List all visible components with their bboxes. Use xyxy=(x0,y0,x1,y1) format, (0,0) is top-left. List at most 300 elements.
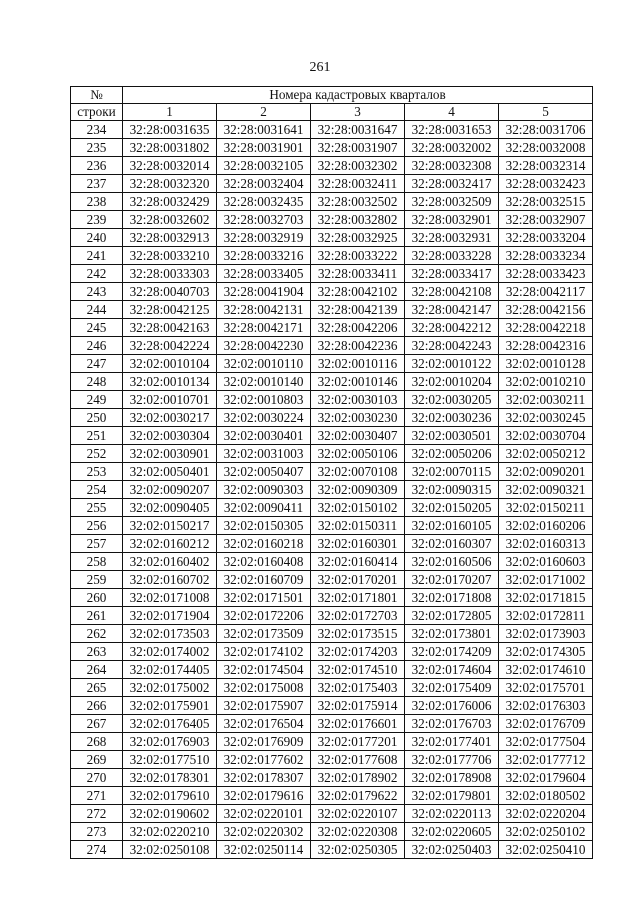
cadastral-number-cell: 32:02:0070108 xyxy=(311,463,405,481)
header-row-top xyxy=(71,87,593,104)
cadastral-number-cell: 32:02:0050401 xyxy=(123,463,217,481)
row-number-cell: 252 xyxy=(71,445,123,463)
cadastral-number-cell: 32:28:0033303 xyxy=(123,265,217,283)
cadastral-number-cell: 32:02:0090405 xyxy=(123,499,217,517)
table-row xyxy=(71,445,593,463)
cadastral-number-cell: 32:28:0032925 xyxy=(311,229,405,247)
row-number-cell: 260 xyxy=(71,589,123,607)
cadastral-number-cell: 32:02:0175907 xyxy=(217,697,311,715)
row-number-cell: 239 xyxy=(71,211,123,229)
cadastral-number-cell: 32:28:0042230 xyxy=(217,337,311,355)
cadastral-number-cell: 32:02:0220113 xyxy=(405,805,499,823)
table-row xyxy=(71,607,593,625)
row-number-cell: 256 xyxy=(71,517,123,535)
cadastral-number-cell: 32:02:0090201 xyxy=(499,463,593,481)
table-body xyxy=(71,121,593,859)
row-number-cell: 268 xyxy=(71,733,123,751)
cadastral-number-cell: 32:02:0010110 xyxy=(217,355,311,373)
row-number-cell: 241 xyxy=(71,247,123,265)
cadastral-number-cell: 32:02:0177712 xyxy=(499,751,593,769)
cadastral-number-cell: 32:02:0171815 xyxy=(499,589,593,607)
cadastral-number-cell: 32:02:0010803 xyxy=(217,391,311,409)
cadastral-number-cell: 32:02:0175403 xyxy=(311,679,405,697)
cadastral-number-cell: 32:28:0032502 xyxy=(311,193,405,211)
cadastral-number-cell: 32:02:0173903 xyxy=(499,625,593,643)
header-row-bottom xyxy=(71,104,593,121)
cadastral-number-cell: 32:02:0030230 xyxy=(311,409,405,427)
table-row xyxy=(71,517,593,535)
row-number-cell: 253 xyxy=(71,463,123,481)
cadastral-number-cell: 32:02:0160702 xyxy=(123,571,217,589)
cadastral-number-cell: 32:02:0177608 xyxy=(311,751,405,769)
cadastral-number-cell: 32:02:0175901 xyxy=(123,697,217,715)
table-row xyxy=(71,661,593,679)
table-row xyxy=(71,319,593,337)
cadastral-number-cell: 32:02:0250114 xyxy=(217,841,311,859)
cadastral-number-cell: 32:02:0176909 xyxy=(217,733,311,751)
row-number-cell: 269 xyxy=(71,751,123,769)
cadastral-number-cell: 32:02:0190602 xyxy=(123,805,217,823)
row-number-cell: 274 xyxy=(71,841,123,859)
cadastral-number-cell: 32:02:0174305 xyxy=(499,643,593,661)
cadastral-number-cell: 32:02:0176709 xyxy=(499,715,593,733)
table-row xyxy=(71,805,593,823)
cadastral-number-cell: 32:02:0179801 xyxy=(405,787,499,805)
cadastral-number-cell: 32:28:0042243 xyxy=(405,337,499,355)
cadastral-number-cell: 32:28:0042171 xyxy=(217,319,311,337)
cadastral-number-cell: 32:02:0179610 xyxy=(123,787,217,805)
cadastral-number-cell: 32:02:0160603 xyxy=(499,553,593,571)
cadastral-number-cell: 32:02:0150311 xyxy=(311,517,405,535)
row-number-cell: 242 xyxy=(71,265,123,283)
cadastral-number-cell: 32:28:0032703 xyxy=(217,211,311,229)
row-number-cell: 264 xyxy=(71,661,123,679)
cadastral-number-cell: 32:02:0177602 xyxy=(217,751,311,769)
row-number-cell: 265 xyxy=(71,679,123,697)
cadastral-number-cell: 32:02:0220605 xyxy=(405,823,499,841)
cadastral-number-cell: 32:28:0042125 xyxy=(123,301,217,319)
cadastral-number-cell: 32:02:0176601 xyxy=(311,715,405,733)
cadastral-number-cell: 32:28:0032919 xyxy=(217,229,311,247)
cadastral-number-cell: 32:28:0042139 xyxy=(311,301,405,319)
cadastral-number-cell: 32:28:0031635 xyxy=(123,121,217,139)
cadastral-number-cell: 32:02:0171008 xyxy=(123,589,217,607)
cadastral-number-cell: 32:28:0042212 xyxy=(405,319,499,337)
cadastral-number-cell: 32:02:0250410 xyxy=(499,841,593,859)
cadastral-number-cell: 32:28:0042163 xyxy=(123,319,217,337)
row-number-cell: 251 xyxy=(71,427,123,445)
cadastral-number-cell: 32:28:0032417 xyxy=(405,175,499,193)
cadastral-number-cell: 32:28:0032429 xyxy=(123,193,217,211)
cadastral-number-cell: 32:02:0174510 xyxy=(311,661,405,679)
row-number-cell: 244 xyxy=(71,301,123,319)
cadastral-number-cell: 32:02:0171801 xyxy=(311,589,405,607)
cadastral-number-cell: 32:02:0174102 xyxy=(217,643,311,661)
cadastral-number-cell: 32:02:0070115 xyxy=(405,463,499,481)
row-number-cell: 259 xyxy=(71,571,123,589)
cadastral-number-cell: 32:02:0010134 xyxy=(123,373,217,391)
cadastral-number-cell: 32:02:0250403 xyxy=(405,841,499,859)
cadastral-number-cell: 32:02:0220210 xyxy=(123,823,217,841)
table-row xyxy=(71,751,593,769)
cadastral-number-cell: 32:02:0180502 xyxy=(499,787,593,805)
cadastral-number-cell: 32:02:0050407 xyxy=(217,463,311,481)
cadastral-number-cell: 32:28:0040703 xyxy=(123,283,217,301)
cadastral-number-cell: 32:28:0042108 xyxy=(405,283,499,301)
table-row xyxy=(71,373,593,391)
cadastral-number-cell: 32:02:0150211 xyxy=(499,499,593,517)
cadastral-number-cell: 32:02:0179622 xyxy=(311,787,405,805)
cadastral-number-cell: 32:28:0033423 xyxy=(499,265,593,283)
cadastral-number-cell: 32:02:0174504 xyxy=(217,661,311,679)
cadastral-number-cell: 32:02:0010104 xyxy=(123,355,217,373)
table-row xyxy=(71,625,593,643)
cadastral-number-cell: 32:02:0010701 xyxy=(123,391,217,409)
cadastral-number-cell: 32:02:0173503 xyxy=(123,625,217,643)
cadastral-number-cell: 32:02:0150217 xyxy=(123,517,217,535)
cadastral-number-cell: 32:02:0090411 xyxy=(217,499,311,517)
cadastral-number-cell: 32:02:0177706 xyxy=(405,751,499,769)
cadastral-number-cell: 32:02:0174405 xyxy=(123,661,217,679)
cadastral-number-cell: 32:02:0176504 xyxy=(217,715,311,733)
row-number-cell: 238 xyxy=(71,193,123,211)
cadastral-number-cell: 32:02:0050106 xyxy=(311,445,405,463)
cadastral-number-cell: 32:02:0030236 xyxy=(405,409,499,427)
table-row xyxy=(71,715,593,733)
header-row-number-symbol: № xyxy=(71,87,123,104)
row-number-cell: 236 xyxy=(71,157,123,175)
table-row xyxy=(71,697,593,715)
cadastral-number-cell: 32:28:0033417 xyxy=(405,265,499,283)
cadastral-number-cell: 32:02:0160206 xyxy=(499,517,593,535)
cadastral-number-cell: 32:28:0033210 xyxy=(123,247,217,265)
cadastral-number-cell: 32:28:0042236 xyxy=(311,337,405,355)
cadastral-number-cell: 32:28:0032435 xyxy=(217,193,311,211)
cadastral-number-cell: 32:28:0032802 xyxy=(311,211,405,229)
cadastral-number-cell: 32:02:0174203 xyxy=(311,643,405,661)
table-row xyxy=(71,769,593,787)
cadastral-number-cell: 32:02:0150205 xyxy=(405,499,499,517)
cadastral-number-cell: 32:02:0030901 xyxy=(123,445,217,463)
table-row xyxy=(71,589,593,607)
cadastral-number-cell: 32:28:0031647 xyxy=(311,121,405,139)
cadastral-number-cell: 32:02:0090303 xyxy=(217,481,311,499)
cadastral-number-cell: 32:02:0220107 xyxy=(311,805,405,823)
cadastral-number-cell: 32:02:0173509 xyxy=(217,625,311,643)
cadastral-number-cell: 32:02:0170207 xyxy=(405,571,499,589)
row-number-cell: 250 xyxy=(71,409,123,427)
table-row xyxy=(71,409,593,427)
table-row xyxy=(71,247,593,265)
cadastral-number-cell: 32:02:0160301 xyxy=(311,535,405,553)
row-number-cell: 258 xyxy=(71,553,123,571)
row-number-cell: 254 xyxy=(71,481,123,499)
cadastral-number-cell: 32:02:0172206 xyxy=(217,607,311,625)
table-row xyxy=(71,139,593,157)
table-row xyxy=(71,679,593,697)
cadastral-number-cell: 32:28:0032320 xyxy=(123,175,217,193)
table-row xyxy=(71,499,593,517)
cadastral-number-cell: 32:28:0033222 xyxy=(311,247,405,265)
cadastral-number-cell: 32:02:0171501 xyxy=(217,589,311,607)
cadastral-number-cell: 32:02:0160212 xyxy=(123,535,217,553)
cadastral-number-cell: 32:02:0030304 xyxy=(123,427,217,445)
table-row xyxy=(71,787,593,805)
table-row xyxy=(71,157,593,175)
cadastral-number-cell: 32:28:0032931 xyxy=(405,229,499,247)
cadastral-number-cell: 32:28:0031706 xyxy=(499,121,593,139)
cadastral-number-cell: 32:28:0032907 xyxy=(499,211,593,229)
table-row xyxy=(71,175,593,193)
cadastral-number-cell: 32:02:0220101 xyxy=(217,805,311,823)
cadastral-number-cell: 32:02:0010116 xyxy=(311,355,405,373)
row-number-cell: 246 xyxy=(71,337,123,355)
cadastral-number-cell: 32:02:0250102 xyxy=(499,823,593,841)
row-number-cell: 248 xyxy=(71,373,123,391)
cadastral-number-cell: 32:02:0171808 xyxy=(405,589,499,607)
row-number-cell: 257 xyxy=(71,535,123,553)
cadastral-number-cell: 32:02:0010122 xyxy=(405,355,499,373)
cadastral-number-cell: 32:02:0250305 xyxy=(311,841,405,859)
cadastral-number-cell: 32:02:0010210 xyxy=(499,373,593,391)
cadastral-number-cell: 32:02:0030704 xyxy=(499,427,593,445)
table-row xyxy=(71,211,593,229)
cadastral-number-cell: 32:02:0179604 xyxy=(499,769,593,787)
row-number-cell: 234 xyxy=(71,121,123,139)
row-number-cell: 261 xyxy=(71,607,123,625)
cadastral-number-cell: 32:28:0032314 xyxy=(499,157,593,175)
cadastral-number-cell: 32:28:0042156 xyxy=(499,301,593,319)
table-row xyxy=(71,337,593,355)
cadastral-number-cell: 32:02:0174610 xyxy=(499,661,593,679)
table-row xyxy=(71,355,593,373)
cadastral-number-cell: 32:28:0032404 xyxy=(217,175,311,193)
table-row xyxy=(71,229,593,247)
cadastral-number-cell: 32:02:0160105 xyxy=(405,517,499,535)
table-row xyxy=(71,643,593,661)
cadastral-number-cell: 32:02:0030407 xyxy=(311,427,405,445)
cadastral-number-cell: 32:02:0177510 xyxy=(123,751,217,769)
table-row xyxy=(71,427,593,445)
cadastral-number-cell: 32:02:0178902 xyxy=(311,769,405,787)
cadastral-number-cell: 32:02:0160709 xyxy=(217,571,311,589)
cadastral-number-cell: 32:02:0176405 xyxy=(123,715,217,733)
cadastral-number-cell: 32:02:0178307 xyxy=(217,769,311,787)
cadastral-number-cell: 32:28:0033234 xyxy=(499,247,593,265)
cadastral-number-cell: 32:28:0033228 xyxy=(405,247,499,265)
table-row xyxy=(71,391,593,409)
cadastral-number-cell: 32:02:0010146 xyxy=(311,373,405,391)
cadastral-number-cell: 32:28:0033204 xyxy=(499,229,593,247)
cadastral-number-cell: 32:02:0177201 xyxy=(311,733,405,751)
row-number-cell: 267 xyxy=(71,715,123,733)
cadastral-number-cell: 32:02:0176903 xyxy=(123,733,217,751)
cadastral-number-cell: 32:02:0179616 xyxy=(217,787,311,805)
cadastral-number-cell: 32:28:0042316 xyxy=(499,337,593,355)
cadastral-number-cell: 32:02:0250108 xyxy=(123,841,217,859)
row-number-cell: 243 xyxy=(71,283,123,301)
cadastral-number-cell: 32:28:0032913 xyxy=(123,229,217,247)
row-number-cell: 235 xyxy=(71,139,123,157)
row-number-cell: 262 xyxy=(71,625,123,643)
cadastral-number-cell: 32:02:0175409 xyxy=(405,679,499,697)
cadastral-number-cell: 32:02:0090207 xyxy=(123,481,217,499)
cadastral-number-cell: 32:02:0160218 xyxy=(217,535,311,553)
row-number-cell: 272 xyxy=(71,805,123,823)
cadastral-number-cell: 32:02:0090321 xyxy=(499,481,593,499)
cadastral-number-cell: 32:28:0042131 xyxy=(217,301,311,319)
cadastral-number-cell: 32:02:0090315 xyxy=(405,481,499,499)
cadastral-number-cell: 32:02:0176006 xyxy=(405,697,499,715)
cadastral-number-cell: 32:02:0177401 xyxy=(405,733,499,751)
table-row xyxy=(71,733,593,751)
cadastral-number-cell: 32:28:0042102 xyxy=(311,283,405,301)
table-row xyxy=(71,463,593,481)
cadastral-number-cell: 32:02:0220308 xyxy=(311,823,405,841)
cadastral-number-cell: 32:02:0150102 xyxy=(311,499,405,517)
table-row xyxy=(71,535,593,553)
cadastral-number-cell: 32:02:0171904 xyxy=(123,607,217,625)
row-number-cell: 249 xyxy=(71,391,123,409)
cadastral-number-cell: 32:02:0175002 xyxy=(123,679,217,697)
cadastral-number-cell: 32:02:0172805 xyxy=(405,607,499,625)
cadastral-number-cell: 32:02:0030103 xyxy=(311,391,405,409)
cadastral-number-cell: 32:28:0031907 xyxy=(311,139,405,157)
table-row xyxy=(71,121,593,139)
cadastral-number-cell: 32:28:0032308 xyxy=(405,157,499,175)
cadastral-number-cell: 32:02:0178908 xyxy=(405,769,499,787)
cadastral-number-cell: 32:28:0031653 xyxy=(405,121,499,139)
cadastral-number-cell: 32:02:0220302 xyxy=(217,823,311,841)
row-number-cell: 245 xyxy=(71,319,123,337)
cadastral-number-cell: 32:02:0160408 xyxy=(217,553,311,571)
cadastral-number-cell: 32:02:0030501 xyxy=(405,427,499,445)
cadastral-number-cell: 32:02:0170201 xyxy=(311,571,405,589)
cadastral-number-cell: 32:28:0032411 xyxy=(311,175,405,193)
table-row xyxy=(71,301,593,319)
cadastral-number-cell: 32:02:0172703 xyxy=(311,607,405,625)
cadastral-number-cell: 32:02:0173801 xyxy=(405,625,499,643)
cadastral-number-cell: 32:02:0010204 xyxy=(405,373,499,391)
cadastral-number-cell: 32:02:0090309 xyxy=(311,481,405,499)
table-row xyxy=(71,823,593,841)
cadastral-number-cell: 32:02:0030205 xyxy=(405,391,499,409)
cadastral-number-cell: 32:02:0176703 xyxy=(405,715,499,733)
cadastral-number-cell: 32:02:0030401 xyxy=(217,427,311,445)
table-row xyxy=(71,481,593,499)
cadastral-number-cell: 32:02:0030217 xyxy=(123,409,217,427)
cadastral-number-cell: 32:02:0178301 xyxy=(123,769,217,787)
row-number-cell: 271 xyxy=(71,787,123,805)
cadastral-number-cell: 32:02:0220204 xyxy=(499,805,593,823)
cadastral-number-cell: 32:02:0174002 xyxy=(123,643,217,661)
cadastral-number-cell: 32:28:0032602 xyxy=(123,211,217,229)
header-column-1: 1 xyxy=(123,104,217,121)
cadastral-number-cell: 32:28:0042147 xyxy=(405,301,499,319)
cadastral-number-cell: 32:02:0160402 xyxy=(123,553,217,571)
cadastral-number-cell: 32:02:0010128 xyxy=(499,355,593,373)
row-number-cell: 273 xyxy=(71,823,123,841)
table-row xyxy=(71,841,593,859)
cadastral-number-cell: 32:02:0176303 xyxy=(499,697,593,715)
header-column-5: 5 xyxy=(499,104,593,121)
cadastral-number-cell: 32:02:0172811 xyxy=(499,607,593,625)
cadastral-number-cell: 32:28:0032014 xyxy=(123,157,217,175)
row-number-cell: 270 xyxy=(71,769,123,787)
row-number-cell: 237 xyxy=(71,175,123,193)
cadastral-number-cell: 32:02:0150305 xyxy=(217,517,311,535)
table-row xyxy=(71,193,593,211)
cadastral-number-cell: 32:28:0042224 xyxy=(123,337,217,355)
cadastral-number-cell: 32:28:0033411 xyxy=(311,265,405,283)
cadastral-number-cell: 32:02:0175008 xyxy=(217,679,311,697)
table-row xyxy=(71,265,593,283)
cadastral-number-cell: 32:02:0174209 xyxy=(405,643,499,661)
table-row xyxy=(71,571,593,589)
cadastral-number-cell: 32:02:0050212 xyxy=(499,445,593,463)
cadastral-number-cell: 32:02:0160506 xyxy=(405,553,499,571)
cadastral-number-cell: 32:28:0032002 xyxy=(405,139,499,157)
cadastral-number-cell: 32:28:0032105 xyxy=(217,157,311,175)
cadastral-number-cell: 32:28:0041904 xyxy=(217,283,311,301)
cadastral-number-cell: 32:28:0031802 xyxy=(123,139,217,157)
cadastral-number-cell: 32:28:0032423 xyxy=(499,175,593,193)
cadastral-number-cell: 32:28:0042218 xyxy=(499,319,593,337)
cadastral-number-cell: 32:02:0171002 xyxy=(499,571,593,589)
cadastral-number-cell: 32:02:0175914 xyxy=(311,697,405,715)
cadastral-number-cell: 32:28:0032008 xyxy=(499,139,593,157)
page-number: 261 xyxy=(309,60,331,75)
header-group-title: Номера кадастровых кварталов xyxy=(123,87,593,104)
row-number-cell: 255 xyxy=(71,499,123,517)
cadastral-number-cell: 32:28:0031901 xyxy=(217,139,311,157)
cadastral-number-cell: 32:28:0042206 xyxy=(311,319,405,337)
table-row xyxy=(71,283,593,301)
cadastral-number-cell: 32:28:0042117 xyxy=(499,283,593,301)
cadastral-quarters-table xyxy=(70,86,593,859)
cadastral-number-cell: 32:02:0031003 xyxy=(217,445,311,463)
row-number-cell: 266 xyxy=(71,697,123,715)
cadastral-number-cell: 32:28:0032515 xyxy=(499,193,593,211)
cadastral-number-cell: 32:02:0030211 xyxy=(499,391,593,409)
cadastral-number-cell: 32:28:0033216 xyxy=(217,247,311,265)
cadastral-number-cell: 32:02:0175701 xyxy=(499,679,593,697)
cadastral-number-cell: 32:02:0050206 xyxy=(405,445,499,463)
cadastral-number-cell: 32:02:0160307 xyxy=(405,535,499,553)
cadastral-number-cell: 32:02:0160414 xyxy=(311,553,405,571)
cadastral-number-cell: 32:02:0160313 xyxy=(499,535,593,553)
header-column-2: 2 xyxy=(217,104,311,121)
cadastral-number-cell: 32:28:0031641 xyxy=(217,121,311,139)
cadastral-number-cell: 32:02:0174604 xyxy=(405,661,499,679)
header-column-4: 4 xyxy=(405,104,499,121)
cadastral-number-cell: 32:02:0010140 xyxy=(217,373,311,391)
cadastral-number-cell: 32:02:0177504 xyxy=(499,733,593,751)
header-column-3: 3 xyxy=(311,104,405,121)
cadastral-number-cell: 32:02:0030245 xyxy=(499,409,593,427)
cadastral-number-cell: 32:28:0033405 xyxy=(217,265,311,283)
cadastral-number-cell: 32:28:0032509 xyxy=(405,193,499,211)
cadastral-number-cell: 32:28:0032901 xyxy=(405,211,499,229)
row-number-cell: 247 xyxy=(71,355,123,373)
row-number-cell: 263 xyxy=(71,643,123,661)
cadastral-number-cell: 32:28:0032302 xyxy=(311,157,405,175)
row-number-cell: 240 xyxy=(71,229,123,247)
cadastral-number-cell: 32:02:0030224 xyxy=(217,409,311,427)
header-row-number-caption: строки xyxy=(71,104,123,121)
table-row xyxy=(71,553,593,571)
cadastral-number-cell: 32:02:0173515 xyxy=(311,625,405,643)
